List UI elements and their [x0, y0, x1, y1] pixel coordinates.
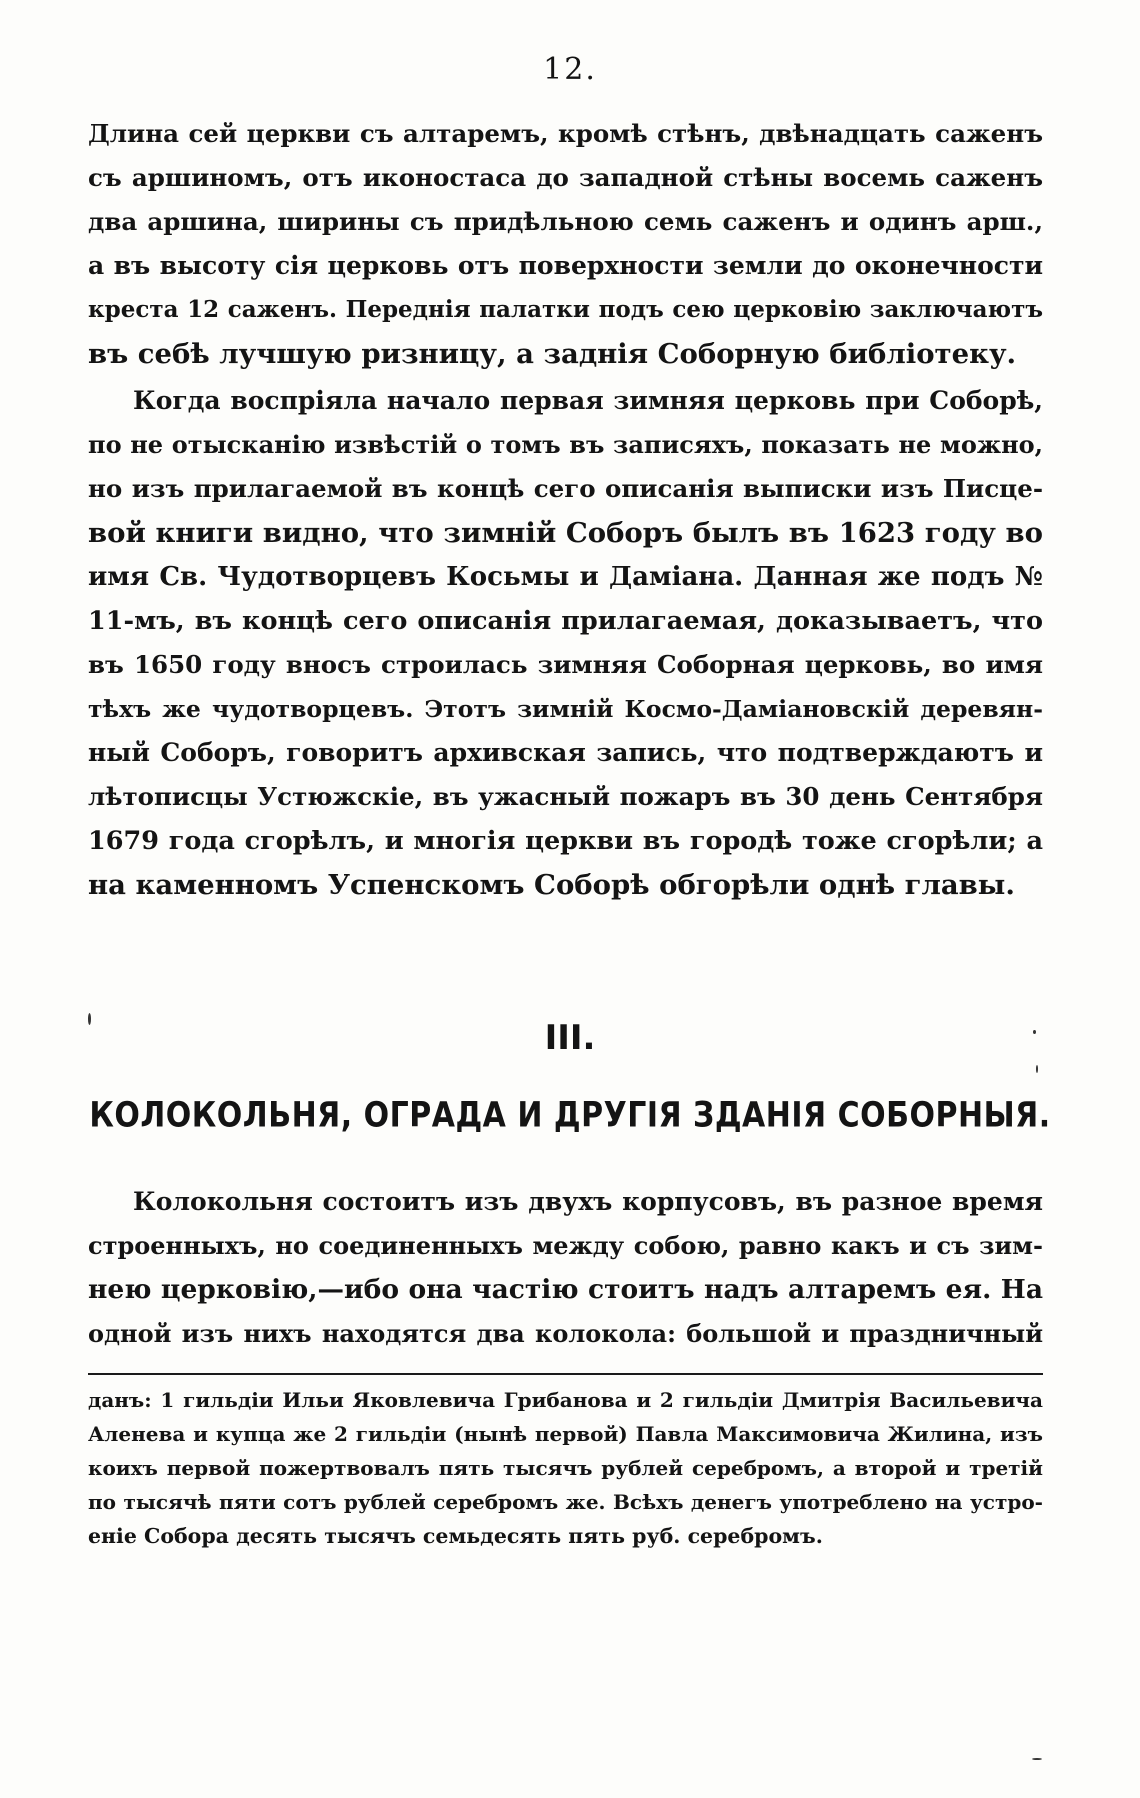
- footnote-rule: [88, 1373, 1043, 1375]
- paragraph-line: на каменномъ Успенскомъ Соборѣ обгорѣли однѣ главы.: [88, 869, 1015, 901]
- footnote-line: еніе Собора десять тысячъ семьдесять пять руб. серебромъ.: [88, 1524, 823, 1548]
- footnote-line: по тысячѣ пяти сотъ рублей серебромъ же. Всѣхъ денегъ употреблено на устро-: [88, 1490, 1043, 1514]
- paragraph-line: два аршина, ширины съ придѣльною семь саженъ и одинъ арш.,: [88, 207, 1043, 236]
- paragraph-line: имя Св. Чудотворцевъ Косьмы и Даміана. Данная же подъ №: [88, 562, 1043, 592]
- paragraph-line: 11-мъ, въ концѣ сего описанія прилагаемая, доказываетъ, что: [88, 606, 1043, 636]
- scan-speck: [88, 1013, 91, 1025]
- paragraph-line: въ себѣ лучшую ризницу, а заднія Соборную библіотеку.: [88, 338, 1017, 370]
- paragraph-line: ный Соборъ, говоритъ архивская запись, что подтверждаютъ и: [88, 738, 1043, 767]
- paragraph-line: нею церковію,—ибо она частію стоитъ надъ алтаремъ ея. На: [88, 1274, 1043, 1305]
- paragraph-line: 1679 года сгорѣлъ, и многія церкви въ городѣ тоже сгорѣли; а: [88, 826, 1043, 856]
- paragraph-line: Длина сей церкви съ алтаремъ, кромѣ стѣнъ, двѣнадцать саженъ: [88, 119, 1043, 148]
- paragraph-line: одной изъ нихъ находятся два колокола: большой и праздничный: [88, 1319, 1043, 1348]
- footnote-line: коихъ первой пожертвовалъ пять тысячъ рублей серебромъ, а второй и третій: [88, 1456, 1043, 1480]
- paragraph-line: въ 1650 году вносъ строилась зимняя Соборная церковь, во имя: [88, 650, 1043, 679]
- page-number: 12.: [543, 52, 597, 87]
- paragraph-line: креста 12 саженъ. Переднія палатки подъ сею церковію заключаютъ: [88, 296, 1043, 323]
- paragraph-line: Когда воспріяла начало первая зимняя церковь при Соборѣ,: [133, 386, 1043, 415]
- footnote-line: Аленева и купца же 2 гильдіи (нынѣ первой) Павла Максимовича Жилина, изъ: [88, 1422, 1043, 1446]
- paragraph-line: тѣхъ же чудотворцевъ. Этотъ зимній Космо-Даміановскій деревян-: [88, 695, 1043, 723]
- paragraph-line: а въ высоту сія церковь отъ поверхности земли до оконечности: [88, 251, 1043, 280]
- paragraph-line: вой книги видно, что зимній Соборъ былъ въ 1623 году во: [88, 517, 1043, 549]
- footnote-line: данъ: 1 гильдіи Ильи Яковлевича Грибанова и 2 гильдіи Дмитрія Васильевича: [88, 1388, 1043, 1412]
- scan-speck: [1032, 1758, 1042, 1760]
- section-title: КОЛОКОЛЬНЯ, ОГРАДА И ДРУГІЯ ЗДАНІЯ СОБОРНЫЯ.: [89, 1095, 1051, 1136]
- paragraph-line: но изъ прилагаемой въ концѣ сего описанія выписки изъ Писце-: [88, 474, 1043, 503]
- paragraph-line: строенныхъ, но соединенныхъ между собою, равно какъ и съ зим-: [88, 1231, 1043, 1260]
- section-number: III.: [544, 1018, 596, 1058]
- scan-speck: [1036, 1065, 1038, 1073]
- paragraph-line: лѣтописцы Устюжскіе, въ ужасный пожаръ въ 30 день Сентября: [88, 782, 1043, 811]
- paragraph-line: по не отысканію извѣстій о томъ въ записяхъ, показать не можно,: [88, 430, 1043, 459]
- paragraph-line: Колокольня состоитъ изъ двухъ корпусовъ, въ разное время: [133, 1187, 1043, 1216]
- paragraph-line: съ аршиномъ, отъ иконостаса до западной стѣны восемь саженъ: [88, 163, 1043, 192]
- scan-speck: [1033, 1030, 1036, 1034]
